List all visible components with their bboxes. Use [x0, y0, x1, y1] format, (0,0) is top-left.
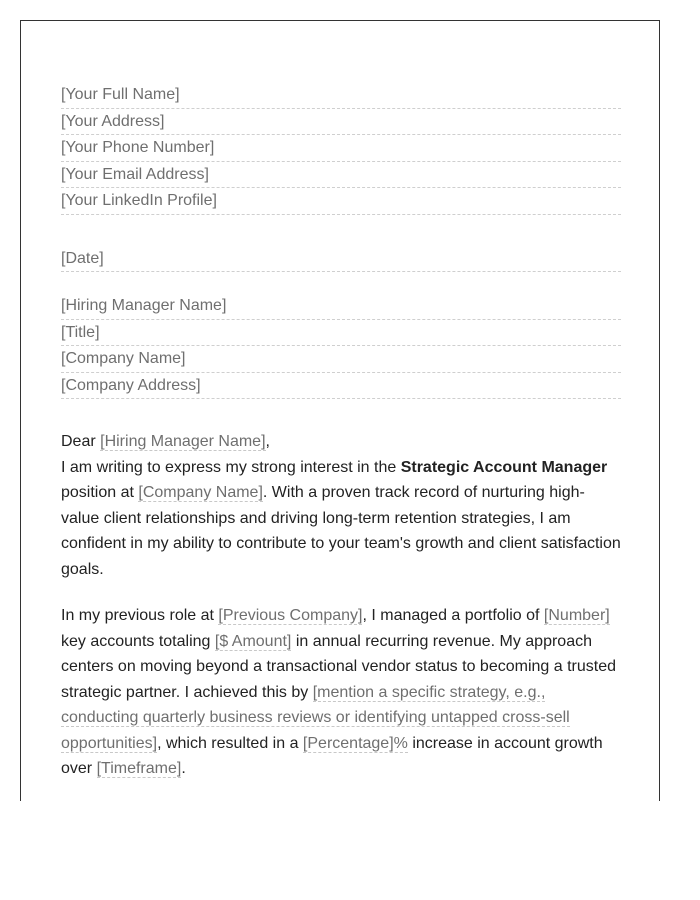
recipient-company-name-field[interactable]: [Company Name] [61, 346, 621, 373]
spacer [61, 399, 621, 429]
salutation-name-placeholder[interactable]: [Hiring Manager Name] [100, 433, 266, 450]
sender-phone-field[interactable]: [Your Phone Number] [61, 135, 621, 162]
paragraph-text: position at [61, 484, 139, 501]
spacer [61, 215, 621, 246]
paragraph-text: in annual recurring revenue. My approach centers on moving beyond a transactional vendor status to becoming a trusted strategic partner. I achieved this by [61, 632, 616, 701]
paragraph-text: , which resulted in a [157, 734, 303, 752]
recipient-company-address-field[interactable]: [Company Address] [61, 373, 621, 400]
salutation [61, 429, 621, 455]
paragraph-text: . [181, 760, 186, 777]
paragraph-text: I am writing to express my strong interest in the [61, 458, 401, 476]
recipient-block [61, 293, 621, 399]
position-title: Strategic Account Manager [400, 458, 608, 476]
paragraph-text: increase in account growth over [61, 734, 603, 777]
date-field[interactable]: [Date] [61, 246, 621, 273]
paragraph-intro [61, 455, 621, 583]
paragraph-text: In my previous role at [61, 607, 219, 624]
letter-content [61, 82, 621, 782]
paragraph-text: key accounts totaling [61, 632, 215, 650]
amount-placeholder[interactable]: [$ Amount] [214, 632, 292, 650]
spacer [61, 582, 621, 603]
sender-full-name-field[interactable]: [Your Full Name] [61, 82, 621, 109]
sender-block [61, 82, 621, 215]
strategy-placeholder[interactable]: [mention a specific strategy, e.g., conducting quarterly business reviews or identifying untapped cross-sell opportunities] [61, 683, 570, 752]
recipient-title-field[interactable]: [Title] [61, 320, 621, 347]
letter-page [20, 20, 660, 801]
paragraph-experience [61, 603, 621, 782]
number-placeholder[interactable]: [Number] [543, 607, 610, 624]
salutation-suffix: , [265, 433, 270, 450]
letter-body [61, 429, 621, 782]
paragraph-text: . With a proven track record of nurturing high-value client relationships and driving long-term retention strategies, I am confident in my ability to contribute to your team's growth and client satisfaction goals. [61, 484, 621, 578]
sender-address-field[interactable]: [Your Address] [61, 109, 621, 136]
recipient-manager-name-field[interactable]: [Hiring Manager Name] [61, 293, 621, 320]
previous-company-placeholder[interactable]: [Previous Company] [218, 607, 363, 624]
percentage-placeholder[interactable]: [Percentage]% [302, 734, 408, 752]
sender-email-field[interactable]: [Your Email Address] [61, 162, 621, 189]
sender-linkedin-field[interactable]: [Your LinkedIn Profile] [61, 188, 621, 215]
company-name-placeholder[interactable]: [Company Name] [138, 484, 263, 501]
paragraph-text: , I managed a portfolio of [362, 607, 544, 624]
spacer [61, 272, 621, 293]
timeframe-placeholder[interactable]: [Timeframe] [96, 760, 182, 777]
salutation-prefix: Dear [61, 433, 101, 450]
